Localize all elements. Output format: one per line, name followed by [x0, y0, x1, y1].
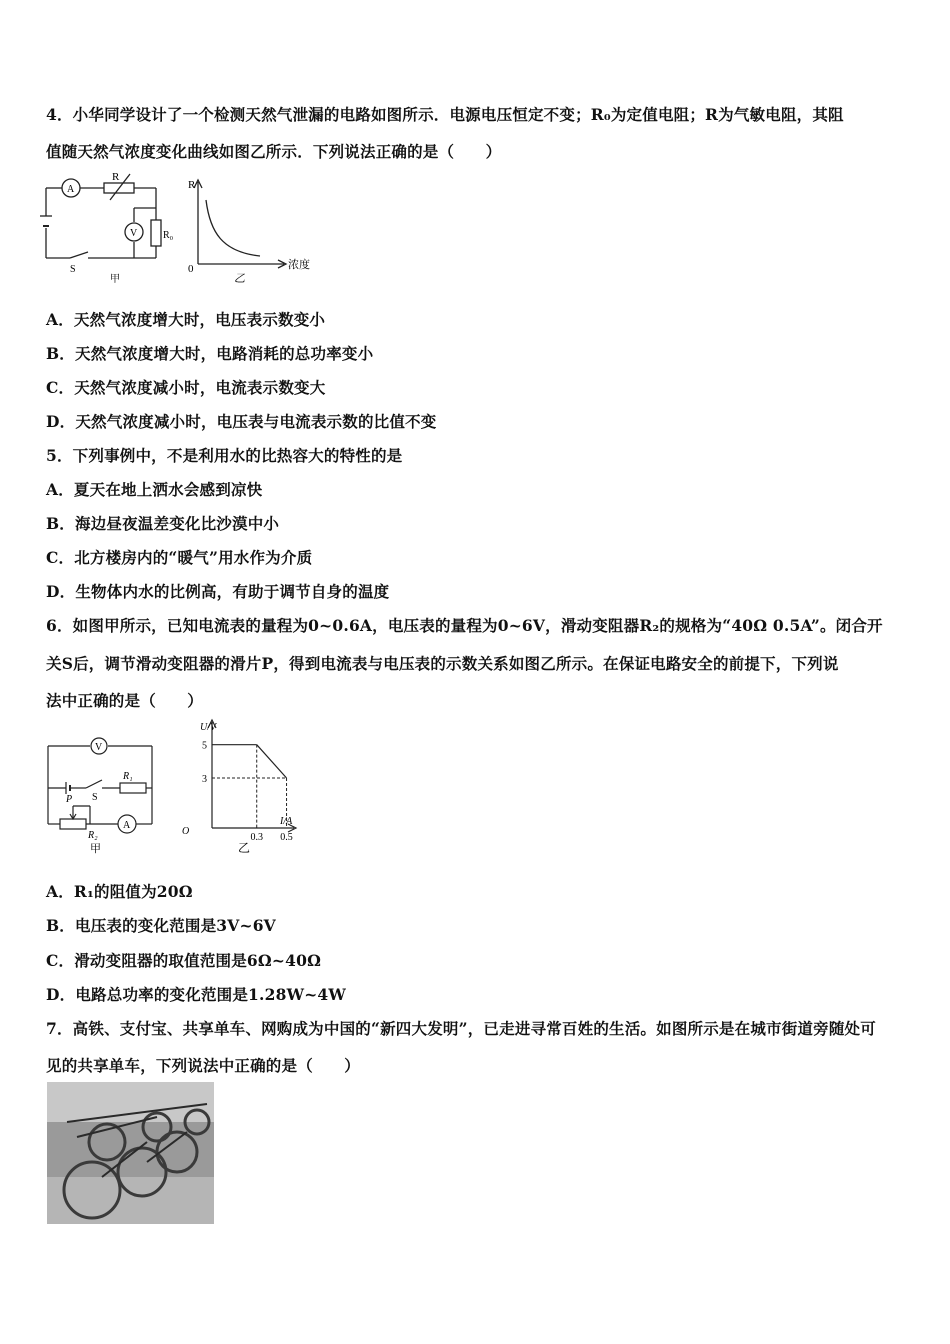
- q6-yi-caption: 乙: [238, 841, 251, 855]
- q4-jia-caption: 甲: [110, 274, 120, 285]
- q7-stem-line1: 7．高铁、支付宝、共享单车、网购成为中国的“新四大发明”，已走进寻常百姓的生活。如图所示是在城市街道旁随处可: [46, 1019, 876, 1038]
- q4-resistor-r-label: R: [112, 171, 120, 183]
- q6-xtick: 0.5: [280, 832, 293, 843]
- q4-switch-label: S: [70, 264, 76, 275]
- q4-option-a: A．天然气浓度增大时，电压表示数变小: [46, 310, 326, 329]
- q6-series-line: [257, 745, 287, 778]
- q4-option-c: C．天然气浓度减小时，电流表示数变大: [46, 378, 326, 397]
- q4-resistor-r0-label: R₀: [163, 230, 174, 241]
- q6-resistor-r1-label: R₁: [123, 771, 133, 782]
- q4-yi-caption: 乙: [234, 273, 245, 285]
- shared-bikes-photo: [47, 1082, 214, 1224]
- q4-graph-origin: 0: [188, 263, 194, 275]
- q4-voltmeter-label: V: [130, 228, 138, 239]
- q6-voltmeter-label: V: [95, 742, 103, 753]
- q6-jia-caption: 甲: [90, 843, 101, 855]
- q6-stem-line1: 6．如图甲所示，已知电流表的量程为0~0.6A，电压表的量程为0~6V，滑动变阻器R₂的规格为“40Ω 0.5A”。闭合开: [46, 616, 883, 635]
- q4-graph-yi: [182, 172, 322, 288]
- q4-stem-line2: 值随天然气浓度变化曲线如图乙所示．下列说法正确的是（ ）: [46, 142, 502, 161]
- q5-option-d: D．生物体内水的比例高，有助于调节自身的温度: [46, 582, 390, 601]
- q4-graph-y-label: R: [188, 179, 196, 191]
- q6-ytick: 5: [202, 740, 207, 752]
- q6-circuit-jia: [40, 734, 160, 856]
- q5-option-c: C．北方楼房内的“暖气”用水作为介质: [46, 548, 313, 567]
- q5-stem: 5．下列事例中，不是利用水的比热容大的特性的是: [46, 446, 403, 465]
- q6-graph-yi: [176, 716, 306, 858]
- q4-circuit-jia: [40, 168, 180, 286]
- q4-ammeter-label: A: [67, 184, 75, 195]
- q6-option-d: D．电路总功率的变化范围是1.28W~4W: [46, 985, 346, 1004]
- q4-graph-x-label: 浓度: [288, 259, 310, 271]
- q6-ammeter-label: A: [123, 820, 131, 831]
- q6-ytick: 3: [202, 774, 207, 785]
- q6-graph-origin: O: [182, 826, 190, 837]
- q6-stem-line2: 关S后，调节滑动变阻器的滑片P，得到电流表与电压表的示数关系如图乙所示。在保证电路安全的前提下，下列说: [46, 654, 839, 673]
- q6-resistor-r2-label: R₂: [88, 830, 98, 841]
- q5-option-a: A．夏天在地上洒水会感到凉快: [46, 480, 263, 499]
- q4-option-d: D．天然气浓度减小时，电压表与电流表示数的比值不变: [46, 412, 437, 431]
- q6-option-a: A．R₁的阻值为20Ω: [46, 882, 193, 901]
- q6-option-b: B．电压表的变化范围是3V~6V: [46, 916, 276, 935]
- q5-option-b: B．海边昼夜温差变化比沙漠中小: [46, 514, 280, 533]
- q4-stem-line1: 4．小华同学设计了一个检测天然气泄漏的电路如图所示．电源电压恒定不变；R₀为定值电阻；R为气敏电阻，其阻: [46, 105, 844, 124]
- q6-stem-line3: 法中正确的是（ ）: [46, 691, 204, 710]
- q7-stem-line2: 见的共享单车，下列说法中正确的是（ ）: [46, 1056, 361, 1075]
- q6-switch-label: S: [92, 792, 98, 803]
- q6-option-c: C．滑动变阻器的取值范围是6Ω~40Ω: [46, 951, 322, 970]
- q6-xtick: 0.3: [250, 832, 263, 843]
- q6-graph-y-label: U/V: [200, 722, 217, 733]
- q6-slider-label: P: [66, 794, 73, 805]
- q4-option-b: B．天然气浓度增大时，电路消耗的总功率变小: [46, 344, 374, 363]
- q6-graph-x-label: I/A: [280, 816, 293, 827]
